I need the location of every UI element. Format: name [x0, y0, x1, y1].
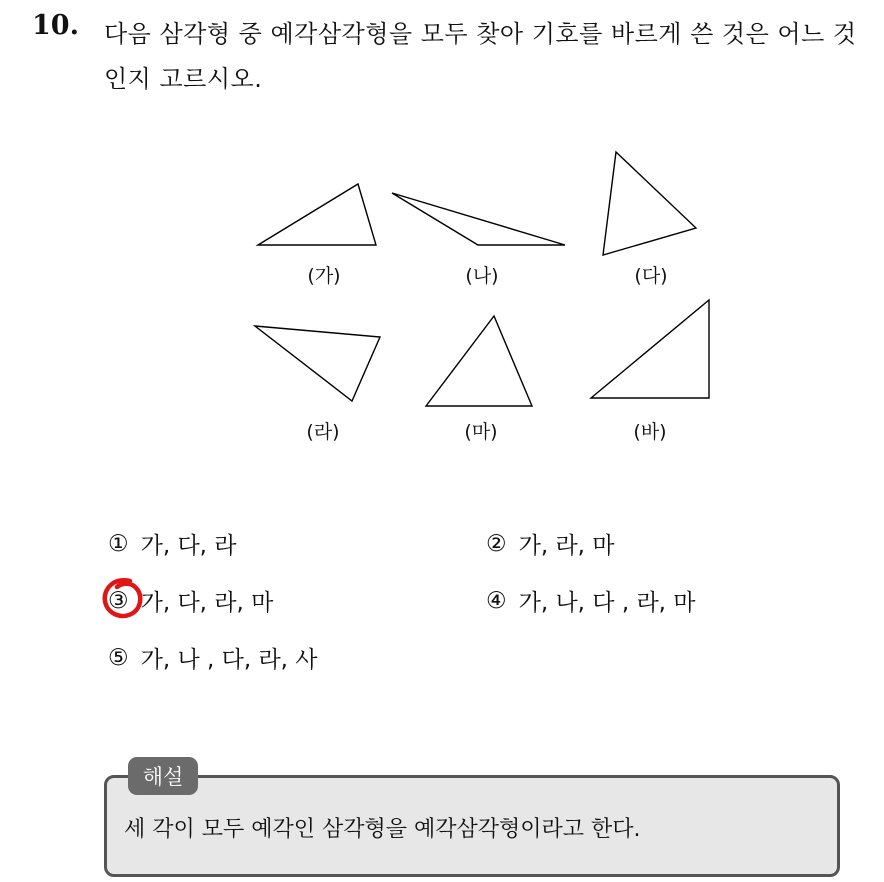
- question-number: 10.: [32, 10, 79, 41]
- choice-1-text: 가, 다, 라: [140, 533, 237, 559]
- choice-2-number: ②: [486, 530, 507, 557]
- choice-5-number: ⑤: [108, 644, 129, 671]
- triangle-ra: [255, 326, 380, 401]
- question-text: 다음 삼각형 중 예각삼각형을 모두 찾아 기호를 바르게 쓴 것은 어느 것인지 고르시오.: [104, 20, 857, 93]
- triangle-ma: [426, 316, 532, 406]
- triangle-label-ra: (라): [306, 421, 340, 443]
- explanation-tag: 해설: [128, 757, 198, 795]
- triangle-na: [392, 193, 565, 245]
- triangle-label-ga: (가): [307, 265, 341, 287]
- choice-1[interactable]: [108, 527, 237, 560]
- triangle-label-ba: (바): [633, 421, 667, 443]
- triangle-ga: [258, 184, 376, 245]
- choice-2-text: 가, 라, 마: [518, 533, 615, 559]
- choice-4-text: 가, 나, 다 , 라, 마: [518, 590, 696, 616]
- choice-3-number: ③: [108, 587, 129, 614]
- triangle-da: [603, 152, 696, 255]
- choice-3-text: 가, 다, 라, 마: [140, 590, 274, 616]
- choice-5-text: 가, 나 , 다, 라, 사: [140, 647, 318, 673]
- choice-5[interactable]: [108, 641, 318, 674]
- triangle-label-na: (나): [465, 265, 499, 287]
- choice-2[interactable]: [486, 527, 615, 560]
- choice-4-number: ④: [486, 587, 507, 614]
- triangle-label-ma: (마): [464, 421, 498, 443]
- triangle-label-da: (다): [634, 265, 668, 287]
- triangle-ba: [591, 300, 709, 398]
- answer-circle-mark: [100, 575, 146, 621]
- choice-4[interactable]: [486, 584, 696, 617]
- choice-1-number: ①: [108, 530, 129, 557]
- explanation-text: 세 각이 모두 예각인 삼각형을 예각삼각형이라고 한다.: [124, 817, 641, 842]
